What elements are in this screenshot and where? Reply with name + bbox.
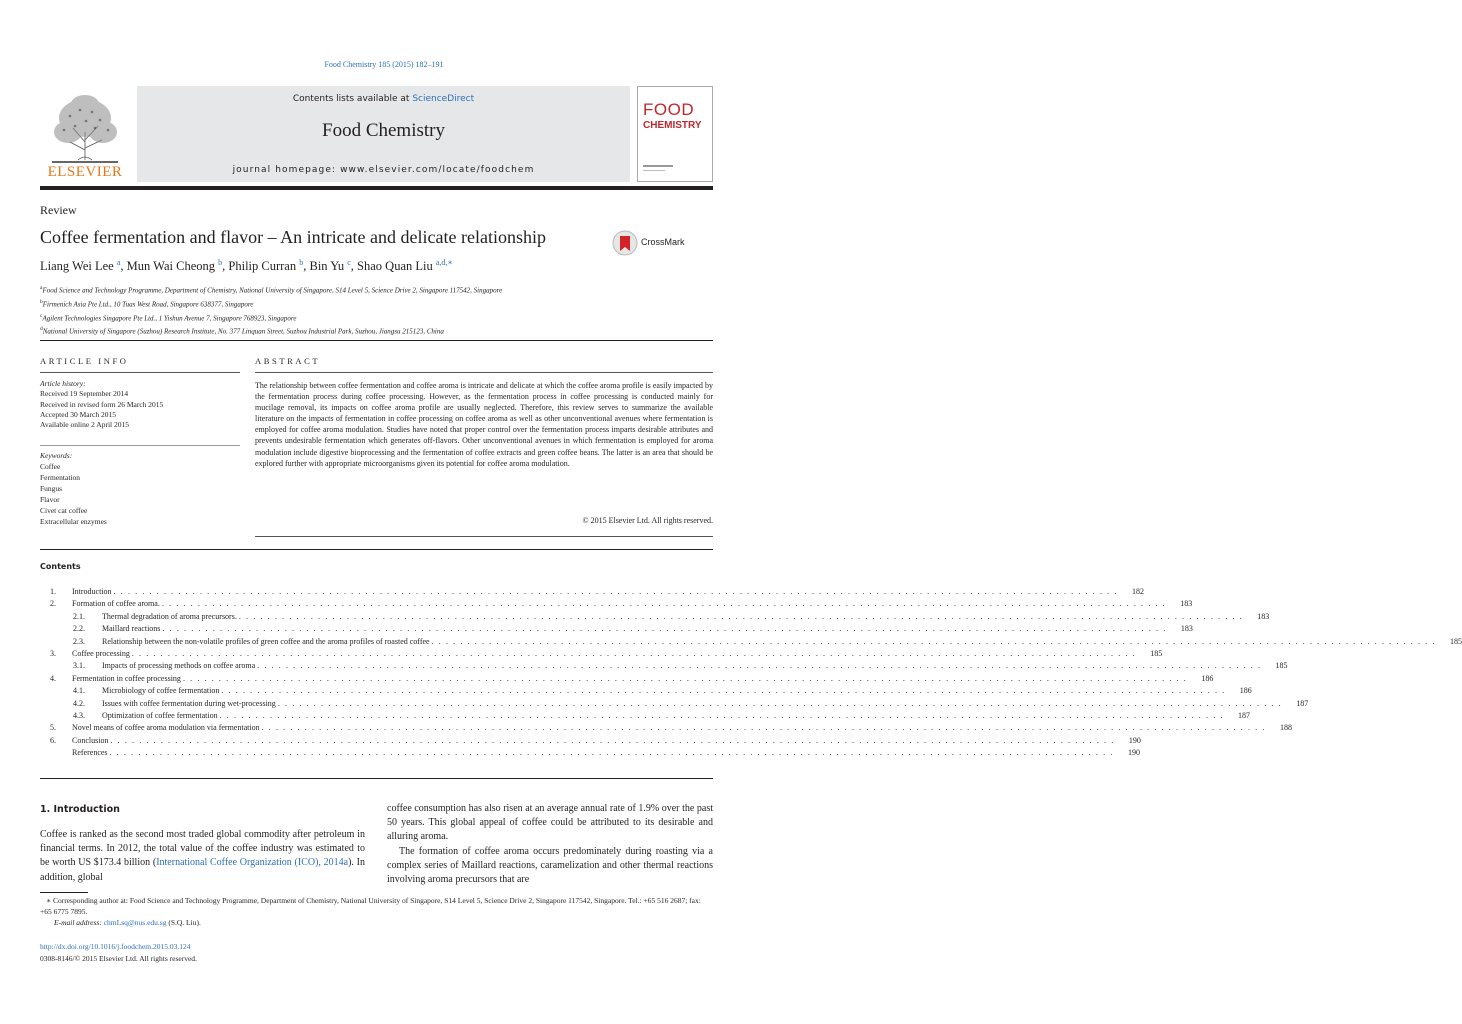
toc-dot-leader: . . . . . . . . . . . . . . . . . . . . . . . . . . . . . . . . . . . . . . . . . . . . . . . . . . . . . . . . . . . . . . . . . . . . . . . . . . . . . . . . . . . . . . . . . . . . . . . . . . . . . . . . . . . . . . . . . . . . . . . . . . . . . . . . . . . . . . . . . . . . xyxy=(182,673,1188,683)
keyword-item: Coffee xyxy=(40,462,61,471)
crossmark-badge[interactable] xyxy=(612,230,712,256)
toc-row[interactable] xyxy=(40,735,1141,748)
author-affiliation-marker[interactable]: b xyxy=(218,258,223,267)
keywords-label: Keywords: xyxy=(40,451,73,460)
abstract-heading: ABSTRACT xyxy=(255,356,321,366)
toc-row[interactable] xyxy=(40,698,1309,711)
toc-row[interactable] xyxy=(40,648,1163,661)
table-of-contents xyxy=(40,587,1462,760)
toc-item-label: Fermentation in coffee processing xyxy=(72,673,181,683)
toc-item-page: 183 xyxy=(1180,599,1193,609)
author-name: Mun Wai Cheong xyxy=(126,259,216,274)
toc-item-number: 2.3. xyxy=(73,636,85,646)
cover-decoration xyxy=(643,170,665,171)
toc-dot-leader: . . . . . . . . . . . . . . . . . . . . . . . . . . . . . . . . . . . . . . . . . . . . . . . . . . . . . . . . . . . . . . . . . . . . . . . . . . . . . . . . . . . . . . . . . . . . . . . . . . . . . . . . . . . . . . . . . . . . . . . . . . . . . . . . . . . . . . . . . . . . xyxy=(221,686,1226,696)
contents-availability-line xyxy=(137,94,630,104)
keyword-item: Flavor xyxy=(40,495,60,504)
keyword-item: Civet cat coffee xyxy=(40,506,88,515)
author-name: Philip Curran xyxy=(228,259,297,274)
toc-row[interactable] xyxy=(40,611,1270,624)
toc-heading: Contents xyxy=(40,562,81,571)
toc-item-page: 186 xyxy=(1239,686,1252,696)
toc-item-number: 3. xyxy=(50,648,56,658)
abstract-text: The relationship between coffee fermentation and coffee aroma is intricate and delicate at which the coffee aroma profile is easily impacted by the fermentation process during coffee processing. However, as the fermentation process in coffee processing is conducted mainly for mucilage removal, its impacts on coffee aroma profile are usually neglected. Therefore, this review serves to summarize the available literature on the impacts of fermentation in coffee processing on coffee aroma as well as other unconventional avenues where fermentation is employed for coffee aroma modulation. Studies have noted that proper control over the fermentation process imparts desirable attributes and prevents undesirable fermentation which generates off-flavors. Other unconventional avenues in which fermentation is employed for aroma modulation include digestive bioprocessing and the fermentation of coffee extracts and green coffee beans. The latter is an area that should be explored further with appropriate microorganisms given its potential for coffee aroma modulation. xyxy=(255,381,713,468)
abstract-rule xyxy=(255,372,713,373)
toc-item-label: Relationship between the non-volatile profiles of green coffee and the aroma profiles of roasted coffee xyxy=(102,636,430,646)
author-affiliation-marker[interactable]: b xyxy=(299,258,304,267)
toc-dot-leader: . . . . . . . . . . . . . . . . . . . . . . . . . . . . . . . . . . . . . . . . . . . . . . . . . . . . . . . . . . . . . . . . . . . . . . . . . . . . . . . . . . . . . . . . . . . . . . . . . . . . . . . . . . . . . . . . . . . . . . . . . . . . . . . . . . . . . . . . . . . . xyxy=(161,599,1167,609)
journal-citation-link[interactable]: Food Chemistry 185 (2015) 182–191 xyxy=(324,60,444,69)
history-item: Received 19 September 2014 xyxy=(40,389,129,399)
toc-item-page: 183 xyxy=(1180,624,1193,634)
toc-item-number: 5. xyxy=(50,723,56,733)
author-name: Bin Yu xyxy=(309,259,345,274)
toc-item-number: 4.3. xyxy=(73,710,85,720)
cover-decoration xyxy=(643,165,673,167)
author-name: Liang Wei Lee xyxy=(40,259,114,274)
toc-dot-leader: . . . . . . . . . . . . . . . . . . . . . . . . . . . . . . . . . . . . . . . . . . . . . . . . . . . . . . . . . . . . . . . . . . . . . . . . . . . . . . . . . . . . . . . . . . . . . . . . . . . . . . . . . . . . . . . . . . . . . . . . . . . . . . . . . . . . . . . . . . . . xyxy=(261,723,1266,733)
toc-item-label: Impacts of processing methods on coffee aroma xyxy=(102,661,256,671)
toc-item-number: 4.2. xyxy=(73,698,85,708)
toc-item-label: Microbiology of coffee fermentation xyxy=(102,686,220,696)
toc-row[interactable] xyxy=(40,710,1250,723)
toc-item-label: Issues with coffee fermentation during wet-processing xyxy=(102,698,276,708)
footnote-rule xyxy=(40,892,88,893)
introduction-column-2 xyxy=(387,802,713,887)
toc-item-page: 187 xyxy=(1238,710,1250,720)
crossmark-icon xyxy=(612,230,638,256)
author-name: Shao Quan Liu xyxy=(357,259,433,274)
article-history xyxy=(40,379,163,430)
toc-item-label: Coffee processing xyxy=(72,648,130,658)
footnote-email-line xyxy=(40,917,713,928)
article-title: Coffee fermentation and flavor – An intricate and delicate relationship xyxy=(40,227,546,247)
intro-col2-paragraph-1: coffee consumption has also risen at an average annual rate of 1.9% over the past 50 years. This global appeal of coffee could be attributed to its desirable and alluring aroma. xyxy=(387,803,713,843)
affiliation-item xyxy=(40,324,502,338)
corresponding-author-footnote xyxy=(40,895,713,928)
affiliation-marker: b xyxy=(40,298,43,305)
toc-dot-leader: . . . . . . . . . . . . . . . . . . . . . . . . . . . . . . . . . . . . . . . . . . . . . . . . . . . . . . . . . . . . . . . . . . . . . . . . . . . . . . . . . . . . . . . . . . . . . . . . . . . . . . . . . . . . . . . . . . . . . . . . . . . . . . . . . . . . . . . . . . . . xyxy=(431,636,1436,646)
toc-dot-leader: . . . . . . . . . . . . . . . . . . . . . . . . . . . . . . . . . . . . . . . . . . . . . . . . . . . . . . . . . . . . . . . . . . . . . . . . . . . . . . . . . . . . . . . . . . . . . . . . . . . . . . . . . . . . . . . . . . . . . . . . . . . . . . . . . . . . . . . . . . . . xyxy=(257,661,1262,671)
crossmark-label: CrossMark xyxy=(641,237,685,247)
toc-item-page: 190 xyxy=(1128,735,1141,745)
toc-row[interactable] xyxy=(40,686,1252,698)
affiliation-item xyxy=(40,283,502,297)
affiliation-text: Firmenich Asia Pte Ltd., 10 Tuas West Road, Singapore 638377, Singapore xyxy=(42,300,254,309)
introduction-column-1 xyxy=(40,828,365,885)
footnote-text: ∗ Corresponding author at: Food Science and Technology Programme, Department of Chemistry, National University of Singapore, S14 Level 5, Science Drive 2, Singapore 117542, Singapore. Tel.: +65 516 2687; fax: +65 6775 7895. xyxy=(40,896,701,916)
toc-item-page: 187 xyxy=(1296,698,1309,708)
toc-item-label: References xyxy=(72,748,108,758)
contents-prefix: Contents lists available at xyxy=(292,94,413,104)
toc-row[interactable] xyxy=(40,624,1193,636)
keywords-block xyxy=(40,450,107,527)
author-affiliation-marker[interactable]: a xyxy=(116,258,121,267)
intro-col1-tail: ). In addition, global xyxy=(40,857,365,883)
toc-item-number: 6. xyxy=(50,735,56,745)
toc-item-page: 183 xyxy=(1257,611,1270,621)
toc-item-label: Maillard reactions xyxy=(102,624,161,634)
page-footer xyxy=(40,941,197,964)
intro-col1-text: Coffee is ranked as the second most traded global commodity after petroleum in financial terms. In 2012, the total value of the coffee industry was estimated to be worth US $173.4 billion ( xyxy=(40,829,365,869)
keyword-item: Fungus xyxy=(40,484,63,493)
toc-item-page: 188 xyxy=(1279,723,1292,733)
toc-item-label: Conclusion xyxy=(72,735,109,745)
article-info-rule xyxy=(40,372,240,373)
toc-item-page: 185 xyxy=(1449,636,1462,646)
toc-item-page: 186 xyxy=(1201,673,1214,683)
intro-col2-paragraph-2: The formation of coffee aroma occurs predominately during roasting via a complex series of Maillard reactions, caramelization and other thermal reactions involving aroma precursors that are xyxy=(387,845,713,886)
toc-row[interactable] xyxy=(40,748,1140,760)
toc-item-page: 182 xyxy=(1131,587,1144,596)
elsevier-wordmark: ELSEVIER xyxy=(47,164,123,180)
toc-dot-leader: . . . . . . . . . . . . . . . . . . . . . . . . . . . . . . . . . . . . . . . . . . . . . . . . . . . . . . . . . . . . . . . . . . . . . . . . . . . . . . . . . . . . . . . . . . . . . . . . . . . . . . . . . . . . . . . . . . . . . . . . . . . . . . . . . . . . . . . . . . . . xyxy=(162,624,1167,634)
affiliation-text: National University of Singapore (Suzhou) Research Institute, No. 377 Linquan Street, Suzhou Industrial Park, Suzhou, Jiangsu 215123, China xyxy=(42,327,444,336)
email-tail: (S.Q. Liu). xyxy=(166,918,201,927)
article-type: Review xyxy=(40,203,77,217)
history-item: Accepted 30 March 2015 xyxy=(40,409,117,419)
history-item: Received in revised form 26 March 2015 xyxy=(40,399,164,409)
toc-top-divider xyxy=(40,549,713,550)
toc-dot-leader: . . . . . . . . . . . . . . . . . . . . . . . . . . . . . . . . . . . . . . . . . . . . . . . . . . . . . . . . . . . . . . . . . . . . . . . . . . . . . . . . . . . . . . . . . . . . . . . . . . . . . . . . . . . . . . . . . . . . . . . . . . . . . . . . . . . . . . . . . . . . xyxy=(109,748,1114,758)
journal-homepage[interactable]: journal homepage: www.elsevier.com/locate/foodchem xyxy=(232,165,535,175)
author-email-link[interactable]: chmLsq@nus.edu.sg xyxy=(103,918,167,927)
cover-title-chemistry: CHEMISTRY xyxy=(643,120,702,131)
info-top-divider xyxy=(40,340,713,341)
toc-dot-leader: . . . . . . . . . . . . . . . . . . . . . . . . . . . . . . . . . . . . . . . . . . . . . . . . . . . . . . . . . . . . . . . . . . . . . . . . . . . . . . . . . . . . . . . . . . . . . . . . . . . . . . . . . . . . . . . . . . . . . . . . . . . . . . . . . . . . . . . . . . . . xyxy=(131,648,1137,658)
doi-link[interactable]: http://dx.doi.org/10.1016/j.foodchem.2015.03.124 xyxy=(40,942,191,951)
affiliation-item xyxy=(40,297,502,311)
header-divider xyxy=(40,186,713,190)
keyword-item: Extracellular enzymes xyxy=(40,517,107,526)
toc-item-label: Optimization of coffee fermentation xyxy=(102,710,218,720)
toc-dot-leader: . . . . . . . . . . . . . . . . . . . . . . . . . . . . . . . . . . . . . . . . . . . . . . . . . . . . . . . . . . . . . . . . . . . . . . . . . . . . . . . . . . . . . . . . . . . . . . . . . . . . . . . . . . . . . . . . . . . . . . . . . . . . . . . . . . . . . . . . . . . . xyxy=(238,611,1244,621)
toc-item-label: Thermal degradation of aroma precursors. xyxy=(102,611,237,621)
toc-row[interactable] xyxy=(40,587,1144,599)
toc-item-number: 2. xyxy=(50,599,56,609)
toc-bottom-divider xyxy=(40,778,713,779)
history-list xyxy=(40,389,163,430)
affiliation-marker: a xyxy=(40,285,43,291)
email-label: E-mail address: xyxy=(54,918,104,927)
article-info-heading: ARTICLE INFO xyxy=(40,356,129,366)
affiliation-text: Food Science and Technology Programme, Department of Chemistry, National University of Singapore, S14 Level 5, Science Drive 2, Singapore 117542, Singapore xyxy=(42,286,503,295)
toc-item-number: 1. xyxy=(50,587,56,596)
journal-cover-thumbnail xyxy=(637,86,713,182)
history-item: Available online 2 April 2015 xyxy=(40,420,130,430)
issn-line: 0308-8146/© 2015 Elsevier Ltd. All rights reserved. xyxy=(40,953,197,963)
affiliation-marker: d xyxy=(40,326,43,333)
toc-item-number: 3.1. xyxy=(73,661,85,671)
toc-item-page: 185 xyxy=(1150,648,1163,658)
author-list: Liang Wei Lee $^a$, Mun Wai Cheong $^b$, Philip Curran $^b$, Bin Yu $^c$, Shao Quan Liu $^{a,d,∗}$ xyxy=(40,258,453,274)
cover-title-food: FOOD xyxy=(643,100,695,119)
abstract-copyright: © 2015 Elsevier Ltd. All rights reserved. xyxy=(582,516,713,525)
toc-row[interactable] xyxy=(40,723,1292,735)
sciencedirect-link[interactable]: ScienceDirect xyxy=(412,94,475,104)
author-affiliation-marker[interactable]: a,d,∗ xyxy=(435,258,453,267)
toc-row[interactable] xyxy=(40,599,1193,611)
history-label: Article history: xyxy=(40,379,86,388)
journal-name: Food Chemistry xyxy=(322,120,445,141)
keywords-rule xyxy=(40,445,240,446)
abstract-bottom-rule xyxy=(255,536,713,537)
affiliation-list xyxy=(40,283,502,338)
introduction-heading: 1. Introduction xyxy=(40,804,120,815)
toc-item-number: 4.1. xyxy=(73,686,85,696)
toc-row[interactable] xyxy=(40,636,1462,649)
toc-item-number: 2.1. xyxy=(73,611,85,621)
toc-item-page: 190 xyxy=(1127,748,1140,758)
affiliation-marker: c xyxy=(40,312,43,319)
toc-row[interactable] xyxy=(40,673,1214,686)
toc-dot-leader: . . . . . . . . . . . . . . . . . . . . . . . . . . . . . . . . . . . . . . . . . . . . . . . . . . . . . . . . . . . . . . . . . . . . . . . . . . . . . . . . . . . . . . . . . . . . . . . . . . . . . . . . . . . . . . . . . . . . . . . . . . . . . . . . . . . . . . . . . . . . xyxy=(113,587,1118,596)
keyword-list xyxy=(40,461,107,527)
affiliation-item xyxy=(40,311,502,325)
toc-item-number: 4. xyxy=(50,673,56,683)
toc-item-label: Novel means of coffee aroma modulation via fermentation xyxy=(72,723,260,733)
affiliation-text: Agilent Technologies Singapore Pte Ltd., 1 Yishun Avenue 7, Singapore 768923, Singapore xyxy=(42,313,297,322)
ico-reference-link[interactable]: International Coffee Organization (ICO), 2014a xyxy=(156,857,349,869)
toc-item-page: 185 xyxy=(1275,661,1288,671)
toc-dot-leader: . . . . . . . . . . . . . . . . . . . . . . . . . . . . . . . . . . . . . . . . . . . . . . . . . . . . . . . . . . . . . . . . . . . . . . . . . . . . . . . . . . . . . . . . . . . . . . . . . . . . . . . . . . . . . . . . . . . . . . . . . . . . . . . . . . . . . . . . . . . . xyxy=(277,698,1283,708)
toc-dot-leader: . . . . . . . . . . . . . . . . . . . . . . . . . . . . . . . . . . . . . . . . . . . . . . . . . . . . . . . . . . . . . . . . . . . . . . . . . . . . . . . . . . . . . . . . . . . . . . . . . . . . . . . . . . . . . . . . . . . . . . . . . . . . . . . . . . . . . . . . . . . . xyxy=(110,735,1115,745)
author-affiliation-marker[interactable]: c xyxy=(347,258,351,267)
toc-dot-leader: . . . . . . . . . . . . . . . . . . . . . . . . . . . . . . . . . . . . . . . . . . . . . . . . . . . . . . . . . . . . . . . . . . . . . . . . . . . . . . . . . . . . . . . . . . . . . . . . . . . . . . . . . . . . . . . . . . . . . . . . . . . . . . . . . . . . . . . . . . . . xyxy=(219,710,1224,720)
toc-item-number: 2.2. xyxy=(73,624,85,634)
toc-item-label: Formation of coffee aroma. xyxy=(72,599,160,609)
toc-row[interactable] xyxy=(40,661,1288,673)
toc-item-label: Introduction xyxy=(72,587,112,596)
keyword-item: Fermentation xyxy=(40,473,80,482)
